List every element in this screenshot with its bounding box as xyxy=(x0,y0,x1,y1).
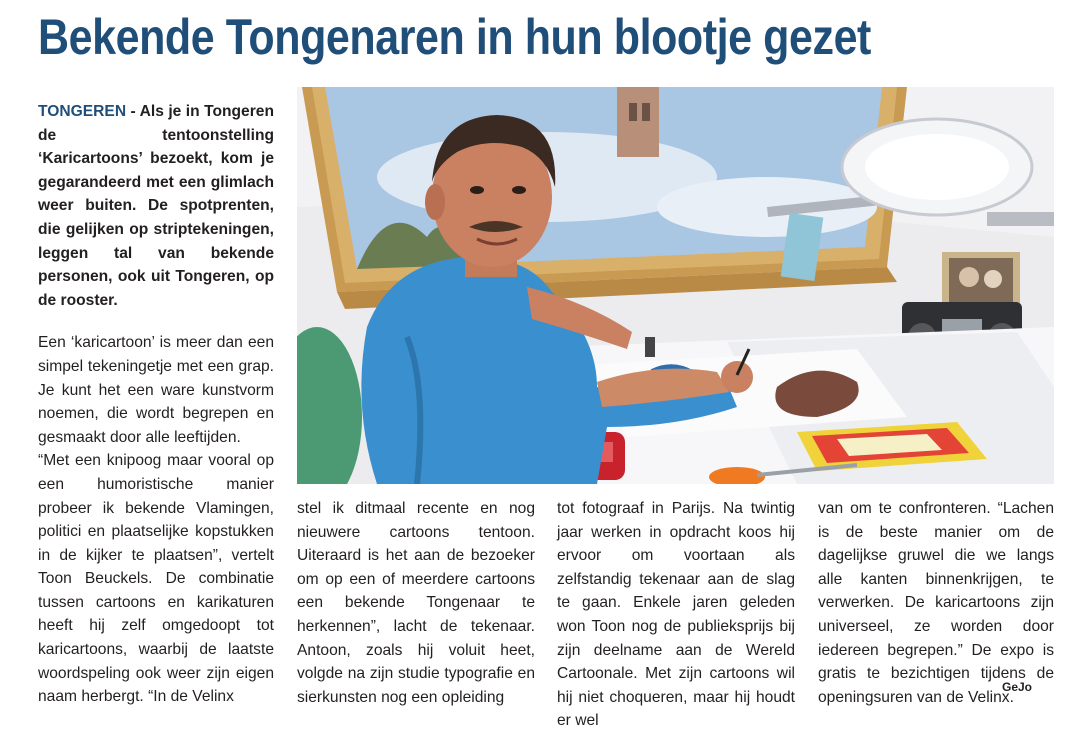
body-paragraph-5: van om te confronteren. “Lachen is de beste manier om de dagelijkse gruwel die we langs alle kanten binnenkrijgen, te verwerken. De karicartoons zijn universeel, ze worden door iedereen begrepen.” De expo is gratis te bezichtigen tijdens de openingsuren van de Velinx. xyxy=(818,500,1054,706)
lead-text: - Als je in Tongeren de tentoonstelling ‘Karicartoons’ bezoekt, kom je gegarandeerd met een glimlach weer buiten. De spotprenten, die gelijken op striptekeningen, leggen tal van bekende personen, ook uit Tongeren, op de rooster. xyxy=(38,103,274,309)
body-paragraph-2: “Met een knipoog maar vooral op een humoristische manier probeer ik bekende Vlamingen, politici en plaatselijke kopstukken in de kijker te plaatsen”, vertelt Toon Beuckels. De combinatie tussen cartoons en karikaturen heeft hij zelf omgedoopt tot karicartoons, waarbij de laatste woordspeling ook weer zijn eigen naam herbergt. “In de Velinx xyxy=(38,452,274,706)
article-column-3 xyxy=(557,497,795,733)
author-signature: GeJo xyxy=(1002,680,1033,694)
article-photo xyxy=(297,87,1054,484)
body-paragraph-3: stel ik ditmaal recente en nog nieuwere cartoons tentoon. Uiteraard is het aan de bezoeker om op een of meerdere cartoons een bekende Tongenaar te herkennen”, lacht de tekenaar. Antoon, zoals hij voluit heet, volgde na zijn studie typografie en sierkunsten nog een opleiding xyxy=(297,500,535,706)
cartoonist-at-desk-photo xyxy=(297,87,1054,484)
dateline: TONGEREN xyxy=(38,103,127,120)
lead-paragraph xyxy=(38,100,274,312)
body-paragraph-4: tot fotograaf in Parijs. Na twintig jaar werken in opdracht koos hij ervoor om voortaan als zelfstandig tekenaar aan de slag te gaan. Enkele jaren geleden won Toon nog de publieksprijs bij zijn deelname aan de Wereld Cartoonale. Met zijn cartoons wil hij niet choqueren, maar hij houdt er wel xyxy=(557,500,795,730)
article-column-4 xyxy=(818,497,1054,709)
body-paragraph-1: Een ‘karicartoon’ is meer dan een simpel tekeningetje met een grap. Je kunt het een ware kunstvorm noemen, die wordt begrepen en gesmaakt door alle leeftijden. xyxy=(38,334,274,446)
article-column-2 xyxy=(297,497,535,709)
article-column-1 xyxy=(38,100,274,709)
headline: Bekende Tongenaren in hun blootje gezet xyxy=(38,9,871,65)
